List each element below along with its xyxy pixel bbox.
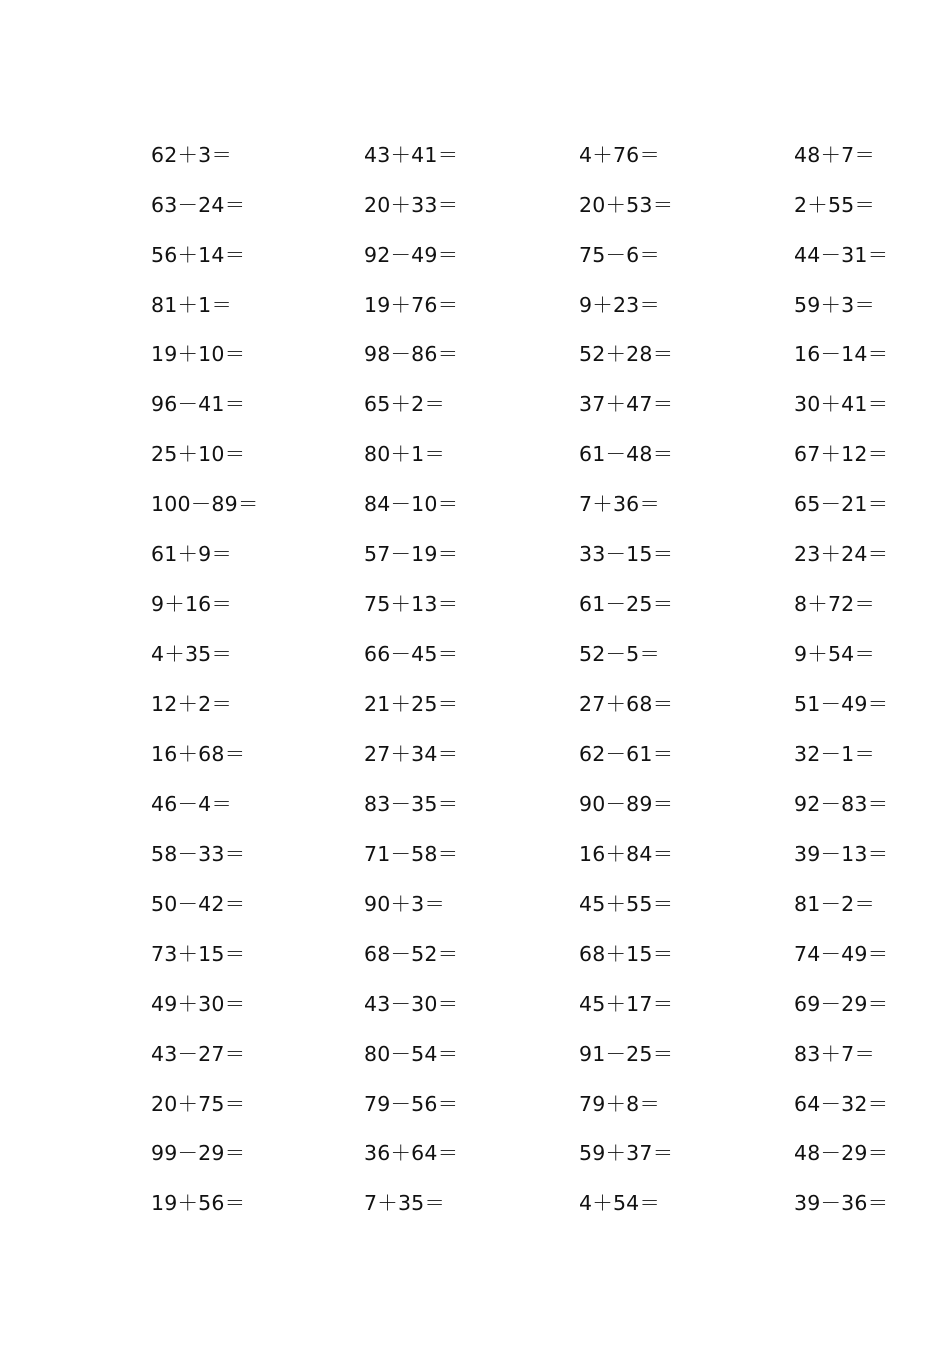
problem-row — [151, 929, 911, 979]
math-problem: 27＋34＝ — [364, 741, 459, 766]
math-problem: 62－61＝ — [579, 741, 674, 766]
math-problem: 19＋76＝ — [364, 292, 459, 317]
math-problem: 12＋2＝ — [151, 692, 233, 717]
arithmetic-worksheet — [151, 130, 911, 1229]
problem-row — [151, 679, 911, 729]
problem-row — [151, 280, 911, 330]
math-problem: 57－19＝ — [364, 542, 459, 567]
math-problem: 92－49＝ — [364, 242, 459, 267]
math-problem: 81－2＝ — [794, 891, 876, 916]
math-problem: 79－56＝ — [364, 1091, 459, 1116]
math-problem: 56＋14＝ — [151, 242, 246, 267]
math-problem: 99－29＝ — [151, 1141, 246, 1166]
math-problem: 45＋17＝ — [579, 991, 674, 1016]
math-problem: 66－45＝ — [364, 642, 459, 667]
math-problem: 19＋56＝ — [151, 1191, 246, 1216]
math-problem: 52－5＝ — [579, 642, 661, 667]
math-problem: 100－89＝ — [151, 492, 259, 517]
math-problem: 16＋68＝ — [151, 741, 246, 766]
problem-row — [151, 579, 911, 629]
math-problem: 92－83＝ — [794, 791, 889, 816]
math-problem: 74－49＝ — [794, 941, 889, 966]
math-problem: 45＋55＝ — [579, 891, 674, 916]
math-problem: 75－6＝ — [579, 242, 661, 267]
math-problem: 64－32＝ — [794, 1091, 889, 1116]
math-problem: 58－33＝ — [151, 841, 246, 866]
math-problem: 51－49＝ — [794, 692, 889, 717]
math-problem: 4＋35＝ — [151, 642, 233, 667]
math-problem: 33－15＝ — [579, 542, 674, 567]
problem-row — [151, 130, 911, 180]
math-problem: 91－25＝ — [579, 1041, 674, 1066]
math-problem: 43＋41＝ — [364, 142, 459, 167]
math-problem: 37＋47＝ — [579, 392, 674, 417]
math-problem: 81＋1＝ — [151, 292, 233, 317]
math-problem: 2＋55＝ — [794, 192, 876, 217]
math-problem: 69－29＝ — [794, 991, 889, 1016]
math-problem: 25＋10＝ — [151, 442, 246, 467]
math-problem: 9＋16＝ — [151, 592, 233, 617]
math-problem: 96－41＝ — [151, 392, 246, 417]
problem-row — [151, 729, 911, 779]
math-problem: 61－25＝ — [579, 592, 674, 617]
math-problem: 61－48＝ — [579, 442, 674, 467]
problem-row — [151, 779, 911, 829]
math-problem: 71－58＝ — [364, 841, 459, 866]
math-problem: 39－36＝ — [794, 1191, 889, 1216]
problem-row — [151, 1179, 911, 1229]
math-problem: 48＋7＝ — [794, 142, 876, 167]
problem-row — [151, 230, 911, 280]
problem-row — [151, 480, 911, 530]
problem-row — [151, 330, 911, 380]
math-problem: 9＋23＝ — [579, 292, 661, 317]
math-problem: 65＋2＝ — [364, 392, 446, 417]
math-problem: 83＋7＝ — [794, 1041, 876, 1066]
math-problem: 16－14＝ — [794, 342, 889, 367]
math-problem: 90－89＝ — [579, 791, 674, 816]
math-problem: 63－24＝ — [151, 192, 246, 217]
math-problem: 9＋54＝ — [794, 642, 876, 667]
problem-row — [151, 1129, 911, 1179]
math-problem: 59＋3＝ — [794, 292, 876, 317]
problem-row — [151, 979, 911, 1029]
math-problem: 52＋28＝ — [579, 342, 674, 367]
math-problem: 4＋76＝ — [579, 142, 661, 167]
math-problem: 61＋9＝ — [151, 542, 233, 567]
math-problem: 16＋84＝ — [579, 841, 674, 866]
math-problem: 4＋54＝ — [579, 1191, 661, 1216]
math-problem: 43－27＝ — [151, 1041, 246, 1066]
math-problem: 73＋15＝ — [151, 941, 246, 966]
problem-row — [151, 1029, 911, 1079]
math-problem: 80－54＝ — [364, 1041, 459, 1066]
math-problem: 20＋53＝ — [579, 192, 674, 217]
math-problem: 7＋35＝ — [364, 1191, 446, 1216]
math-problem: 83－35＝ — [364, 791, 459, 816]
problem-row — [151, 629, 911, 679]
math-problem: 43－30＝ — [364, 991, 459, 1016]
math-problem: 36＋64＝ — [364, 1141, 459, 1166]
math-problem: 68－52＝ — [364, 941, 459, 966]
problem-row — [151, 530, 911, 580]
math-problem: 75＋13＝ — [364, 592, 459, 617]
math-problem: 84－10＝ — [364, 492, 459, 517]
math-problem: 79＋8＝ — [579, 1091, 661, 1116]
math-problem: 80＋1＝ — [364, 442, 446, 467]
math-problem: 20＋75＝ — [151, 1091, 246, 1116]
math-problem: 98－86＝ — [364, 342, 459, 367]
problem-row — [151, 829, 911, 879]
math-problem: 8＋72＝ — [794, 592, 876, 617]
problem-row — [151, 1079, 911, 1129]
problem-row — [151, 879, 911, 929]
math-problem: 20＋33＝ — [364, 192, 459, 217]
math-problem: 62＋3＝ — [151, 142, 233, 167]
math-problem: 59＋37＝ — [579, 1141, 674, 1166]
problem-row — [151, 430, 911, 480]
math-problem: 7＋36＝ — [579, 492, 661, 517]
math-problem: 49＋30＝ — [151, 991, 246, 1016]
math-problem: 48－29＝ — [794, 1141, 889, 1166]
problem-row — [151, 180, 911, 230]
math-problem: 50－42＝ — [151, 891, 246, 916]
math-problem: 68＋15＝ — [579, 941, 674, 966]
problem-row — [151, 380, 911, 430]
math-problem: 39－13＝ — [794, 841, 889, 866]
math-problem: 30＋41＝ — [794, 392, 889, 417]
math-problem: 21＋25＝ — [364, 692, 459, 717]
math-problem: 32－1＝ — [794, 741, 876, 766]
math-problem: 44－31＝ — [794, 242, 889, 267]
math-problem: 19＋10＝ — [151, 342, 246, 367]
math-problem: 27＋68＝ — [579, 692, 674, 717]
math-problem: 67＋12＝ — [794, 442, 889, 467]
math-problem: 23＋24＝ — [794, 542, 889, 567]
math-problem: 65－21＝ — [794, 492, 889, 517]
math-problem: 46－4＝ — [151, 791, 233, 816]
math-problem: 90＋3＝ — [364, 891, 446, 916]
